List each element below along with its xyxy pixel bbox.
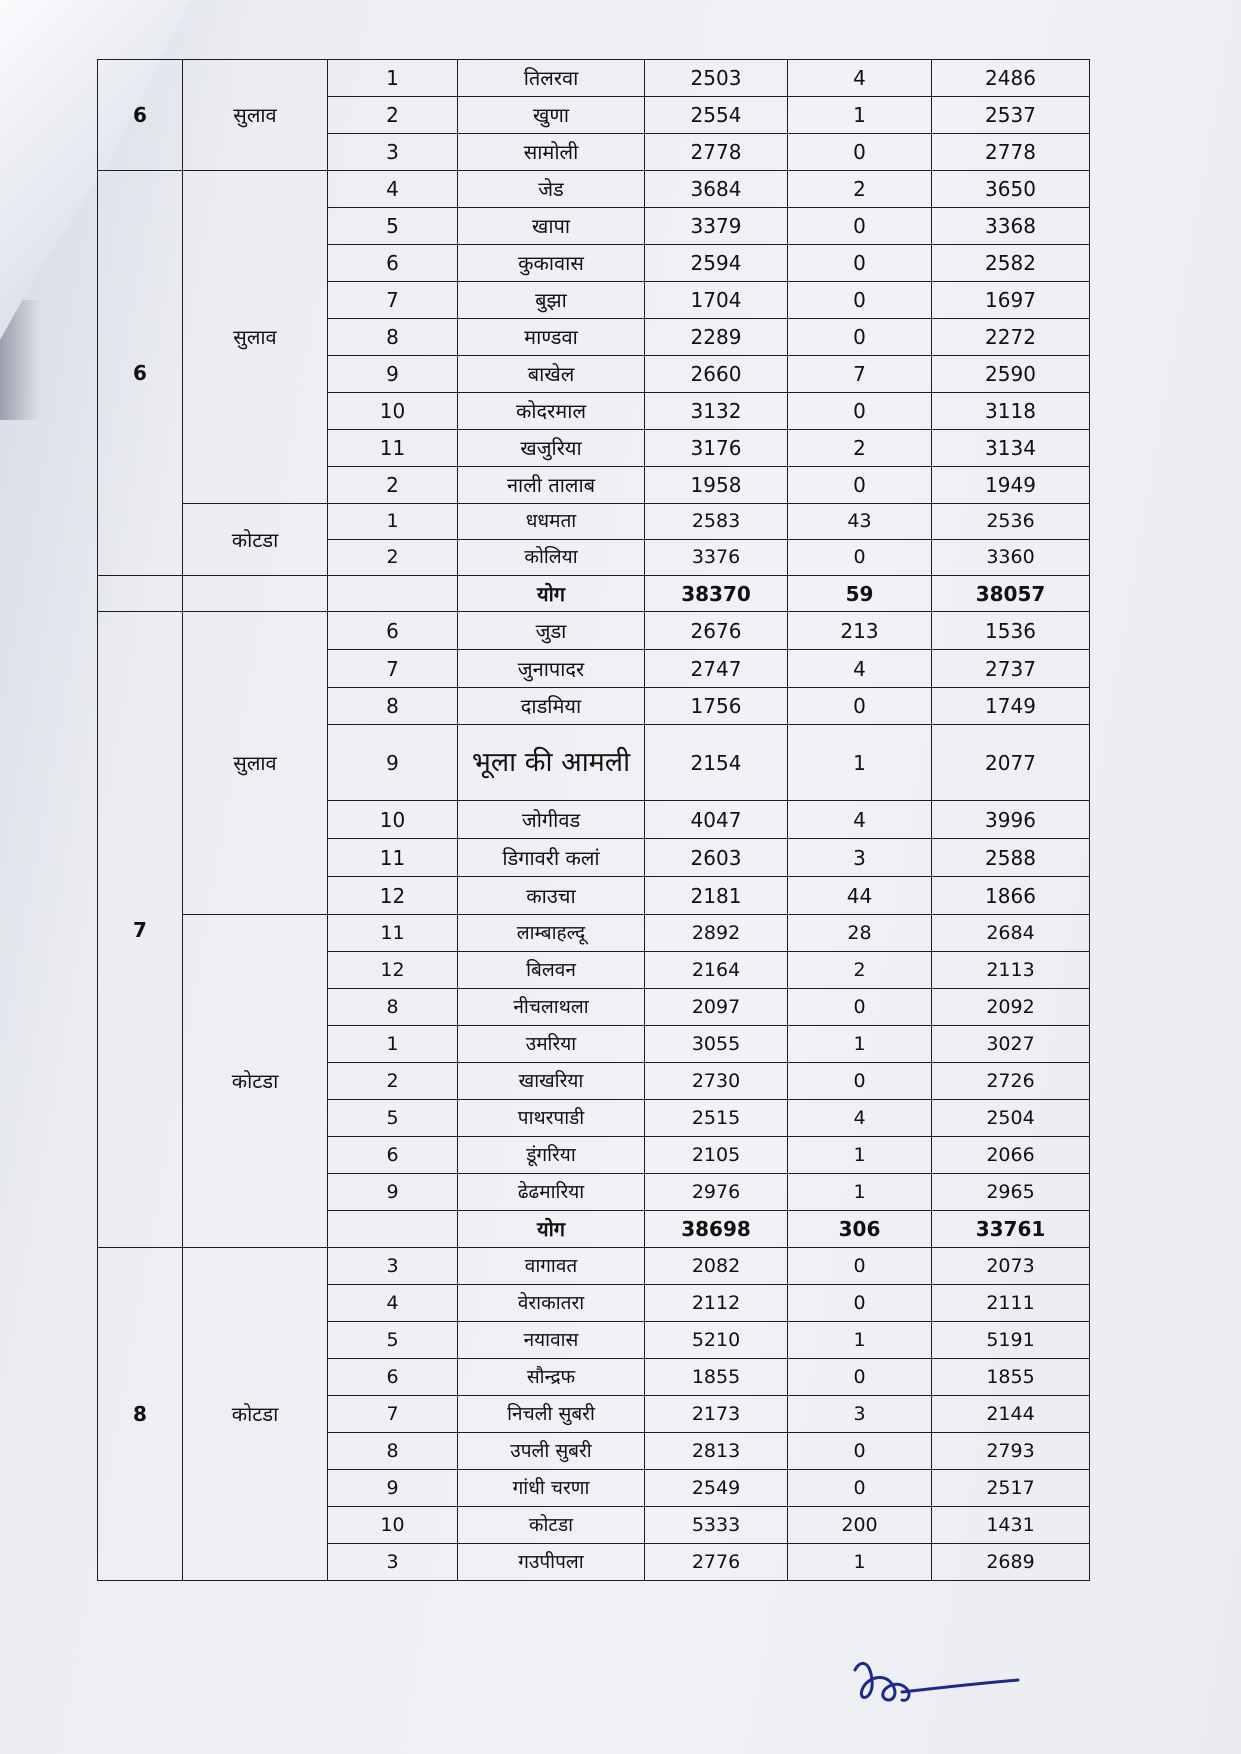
table-row [98, 612, 1090, 650]
balance-cell: 3118 [932, 393, 1090, 430]
signature-stroke [855, 1663, 1018, 1700]
balance-cell: 1697 [932, 282, 1090, 319]
total-cell: 2660 [645, 356, 788, 393]
count-cell: 0 [788, 1470, 932, 1507]
count-cell: 213 [788, 612, 932, 650]
count-cell: 0 [788, 540, 932, 576]
village-name-cell: वेराकातरा [458, 1285, 645, 1322]
block-name-cell: कोटडा [183, 1248, 328, 1581]
village-name-cell: ढेढमारिया [458, 1174, 645, 1211]
total-cell: 2813 [645, 1433, 788, 1470]
serial-number-cell: 11 [328, 430, 458, 467]
village-name-cell: उमरिया [458, 1026, 645, 1063]
count-cell: 0 [788, 319, 932, 356]
total-cell: 1756 [645, 688, 788, 725]
village-name-cell: जोगीवड [458, 801, 645, 839]
balance-cell: 2588 [932, 839, 1090, 877]
table-row [98, 171, 1090, 208]
village-name-cell: गउपीपला [458, 1544, 645, 1581]
total-cell: 2503 [645, 60, 788, 97]
block-name-cell: सुलाव [183, 171, 328, 504]
count-cell: 2 [788, 430, 932, 467]
balance-cell: 2504 [932, 1100, 1090, 1137]
total-cell: 2173 [645, 1396, 788, 1433]
serial-number-cell: 8 [328, 319, 458, 356]
balance-cell: 2144 [932, 1396, 1090, 1433]
balance-cell: 5191 [932, 1322, 1090, 1359]
serial-number-cell: 10 [328, 393, 458, 430]
balance-cell: 2272 [932, 319, 1090, 356]
balance-cell: 2536 [932, 504, 1090, 540]
total-cell: 2112 [645, 1285, 788, 1322]
total-count-cell: 306 [788, 1211, 932, 1248]
count-cell: 1 [788, 1026, 932, 1063]
total-balance-cell: 33761 [932, 1211, 1090, 1248]
total-sum-cell: 38698 [645, 1211, 788, 1248]
balance-cell: 1949 [932, 467, 1090, 504]
count-cell: 0 [788, 1248, 932, 1285]
total-cell: 2676 [645, 612, 788, 650]
empty-cell [183, 576, 328, 612]
balance-cell: 1749 [932, 688, 1090, 725]
village-name-cell: खापा [458, 208, 645, 245]
total-cell: 3055 [645, 1026, 788, 1063]
group-number-cell: 6 [98, 171, 183, 576]
count-cell: 4 [788, 801, 932, 839]
village-name-cell: भूला की आमली [458, 725, 645, 801]
count-cell: 43 [788, 504, 932, 540]
balance-cell: 2793 [932, 1433, 1090, 1470]
count-cell: 0 [788, 1285, 932, 1322]
total-cell: 2164 [645, 952, 788, 989]
total-cell: 4047 [645, 801, 788, 839]
count-cell: 200 [788, 1507, 932, 1544]
village-name-cell: उपली सुबरी [458, 1433, 645, 1470]
count-cell: 2 [788, 171, 932, 208]
total-cell: 2778 [645, 134, 788, 171]
balance-cell: 2517 [932, 1470, 1090, 1507]
village-name-cell: खजुरिया [458, 430, 645, 467]
total-cell: 2549 [645, 1470, 788, 1507]
balance-cell: 3368 [932, 208, 1090, 245]
count-cell: 2 [788, 952, 932, 989]
total-cell: 2515 [645, 1100, 788, 1137]
serial-number-cell: 5 [328, 208, 458, 245]
group-number-cell: 7 [98, 612, 183, 1248]
count-cell: 0 [788, 393, 932, 430]
village-data-table [97, 59, 1090, 1581]
serial-number-cell: 2 [328, 97, 458, 134]
village-name-cell: जुडा [458, 612, 645, 650]
serial-number-cell: 8 [328, 1433, 458, 1470]
total-cell: 2105 [645, 1137, 788, 1174]
total-cell: 2181 [645, 877, 788, 915]
serial-number-cell: 8 [328, 688, 458, 725]
total-label-cell: योग [458, 576, 645, 612]
serial-number-cell: 7 [328, 282, 458, 319]
count-cell: 1 [788, 97, 932, 134]
village-name-cell: सामोली [458, 134, 645, 171]
balance-cell: 1536 [932, 612, 1090, 650]
village-name-cell: लाम्बाहल्दू [458, 915, 645, 952]
balance-cell: 2726 [932, 1063, 1090, 1100]
balance-cell: 2737 [932, 650, 1090, 688]
serial-number-cell: 10 [328, 801, 458, 839]
balance-cell: 1431 [932, 1507, 1090, 1544]
serial-number-cell: 3 [328, 1248, 458, 1285]
serial-number-cell: 9 [328, 1174, 458, 1211]
total-cell: 2603 [645, 839, 788, 877]
village-name-cell: डूंगरिया [458, 1137, 645, 1174]
block-name-cell: सुलाव [183, 612, 328, 915]
balance-cell: 2073 [932, 1248, 1090, 1285]
total-cell: 3376 [645, 540, 788, 576]
village-name-cell: कुकावास [458, 245, 645, 282]
balance-cell: 3996 [932, 801, 1090, 839]
balance-cell: 2590 [932, 356, 1090, 393]
total-cell: 2730 [645, 1063, 788, 1100]
serial-number-cell: 3 [328, 1544, 458, 1581]
village-name-cell: नयावास [458, 1322, 645, 1359]
serial-number-cell: 4 [328, 1285, 458, 1322]
empty-cell [328, 1211, 458, 1248]
village-name-cell: बुझा [458, 282, 645, 319]
balance-cell: 2582 [932, 245, 1090, 282]
balance-cell: 2486 [932, 60, 1090, 97]
village-name-cell: बिलवन [458, 952, 645, 989]
balance-cell: 1855 [932, 1359, 1090, 1396]
total-cell: 5210 [645, 1322, 788, 1359]
balance-cell: 2778 [932, 134, 1090, 171]
total-count-cell: 59 [788, 576, 932, 612]
village-name-cell: गांधी चरणा [458, 1470, 645, 1507]
group-number-cell: 6 [98, 60, 183, 171]
serial-number-cell: 7 [328, 650, 458, 688]
total-cell: 2082 [645, 1248, 788, 1285]
village-name-cell: खुणा [458, 97, 645, 134]
total-cell: 1704 [645, 282, 788, 319]
village-name-cell: धधमता [458, 504, 645, 540]
serial-number-cell: 3 [328, 134, 458, 171]
balance-cell: 3360 [932, 540, 1090, 576]
count-cell: 0 [788, 134, 932, 171]
total-cell: 2097 [645, 989, 788, 1026]
serial-number-cell: 6 [328, 1137, 458, 1174]
table-row [98, 1248, 1090, 1285]
village-name-cell: निचली सुबरी [458, 1396, 645, 1433]
total-cell: 3379 [645, 208, 788, 245]
village-name-cell: दाडमिया [458, 688, 645, 725]
serial-number-cell: 1 [328, 60, 458, 97]
total-cell: 2892 [645, 915, 788, 952]
village-name-cell: खाखरिया [458, 1063, 645, 1100]
serial-number-cell: 11 [328, 839, 458, 877]
empty-cell [98, 576, 183, 612]
village-name-cell: नीचलाथला [458, 989, 645, 1026]
balance-cell: 3134 [932, 430, 1090, 467]
total-label-cell: योग [458, 1211, 645, 1248]
village-name-cell: नाली तालाब [458, 467, 645, 504]
count-cell: 4 [788, 1100, 932, 1137]
count-cell: 0 [788, 1433, 932, 1470]
balance-cell: 2965 [932, 1174, 1090, 1211]
village-name-cell: वागावत [458, 1248, 645, 1285]
serial-number-cell: 9 [328, 725, 458, 801]
serial-number-cell: 5 [328, 1100, 458, 1137]
block-name-cell: सुलाव [183, 60, 328, 171]
village-name-cell: डिगावरी कलां [458, 839, 645, 877]
serial-number-cell: 7 [328, 1396, 458, 1433]
serial-number-cell: 9 [328, 356, 458, 393]
serial-number-cell: 12 [328, 952, 458, 989]
serial-number-cell: 2 [328, 467, 458, 504]
village-name-cell: तिलरवा [458, 60, 645, 97]
balance-cell: 2684 [932, 915, 1090, 952]
count-cell: 0 [788, 467, 932, 504]
balance-cell: 2113 [932, 952, 1090, 989]
balance-cell: 3650 [932, 171, 1090, 208]
count-cell: 4 [788, 650, 932, 688]
serial-number-cell: 11 [328, 915, 458, 952]
count-cell: 44 [788, 877, 932, 915]
signature [850, 1650, 1020, 1720]
count-cell: 1 [788, 1544, 932, 1581]
village-name-cell: सौन्द्रफ [458, 1359, 645, 1396]
village-name-cell: पाथरपाडी [458, 1100, 645, 1137]
balance-cell: 1866 [932, 877, 1090, 915]
balance-cell: 2111 [932, 1285, 1090, 1322]
count-cell: 1 [788, 1322, 932, 1359]
count-cell: 0 [788, 989, 932, 1026]
village-name-cell: जेड [458, 171, 645, 208]
count-cell: 4 [788, 60, 932, 97]
total-balance-cell: 38057 [932, 576, 1090, 612]
total-cell: 5333 [645, 1507, 788, 1544]
village-name-cell: माण्डवा [458, 319, 645, 356]
serial-number-cell: 2 [328, 1063, 458, 1100]
serial-number-cell: 8 [328, 989, 458, 1026]
serial-number-cell: 6 [328, 612, 458, 650]
total-cell: 2554 [645, 97, 788, 134]
total-cell: 2583 [645, 504, 788, 540]
total-cell: 3176 [645, 430, 788, 467]
balance-cell: 3027 [932, 1026, 1090, 1063]
count-cell: 3 [788, 1396, 932, 1433]
serial-number-cell: 2 [328, 540, 458, 576]
group-number-cell: 8 [98, 1248, 183, 1581]
count-cell: 0 [788, 245, 932, 282]
table-row [98, 576, 1090, 612]
count-cell: 1 [788, 1174, 932, 1211]
count-cell: 0 [788, 1063, 932, 1100]
serial-number-cell: 1 [328, 1026, 458, 1063]
village-name-cell: जुनापादर [458, 650, 645, 688]
serial-number-cell: 9 [328, 1470, 458, 1507]
count-cell: 0 [788, 208, 932, 245]
total-cell: 2747 [645, 650, 788, 688]
total-cell: 2289 [645, 319, 788, 356]
serial-number-cell: 6 [328, 245, 458, 282]
total-sum-cell: 38370 [645, 576, 788, 612]
balance-cell: 2066 [932, 1137, 1090, 1174]
serial-number-cell: 1 [328, 504, 458, 540]
total-cell: 3132 [645, 393, 788, 430]
count-cell: 0 [788, 282, 932, 319]
empty-cell [328, 576, 458, 612]
village-name-cell: काउचा [458, 877, 645, 915]
village-name-cell: बाखेल [458, 356, 645, 393]
balance-cell: 2077 [932, 725, 1090, 801]
table-row [98, 915, 1090, 952]
serial-number-cell: 4 [328, 171, 458, 208]
table-row [98, 504, 1090, 540]
total-cell: 2976 [645, 1174, 788, 1211]
village-name-cell: कोदरमाल [458, 393, 645, 430]
total-cell: 2154 [645, 725, 788, 801]
total-cell: 2594 [645, 245, 788, 282]
balance-cell: 2092 [932, 989, 1090, 1026]
block-name-cell: कोटडा [183, 504, 328, 576]
total-cell: 2776 [645, 1544, 788, 1581]
block-name-cell: कोटडा [183, 915, 328, 1248]
serial-number-cell: 5 [328, 1322, 458, 1359]
count-cell: 0 [788, 1359, 932, 1396]
serial-number-cell: 12 [328, 877, 458, 915]
count-cell: 0 [788, 688, 932, 725]
count-cell: 7 [788, 356, 932, 393]
total-cell: 1958 [645, 467, 788, 504]
balance-cell: 2689 [932, 1544, 1090, 1581]
count-cell: 28 [788, 915, 932, 952]
village-name-cell: कोलिया [458, 540, 645, 576]
count-cell: 1 [788, 725, 932, 801]
balance-cell: 2537 [932, 97, 1090, 134]
table-row [98, 60, 1090, 97]
count-cell: 3 [788, 839, 932, 877]
total-cell: 3684 [645, 171, 788, 208]
serial-number-cell: 6 [328, 1359, 458, 1396]
count-cell: 1 [788, 1137, 932, 1174]
serial-number-cell: 10 [328, 1507, 458, 1544]
total-cell: 1855 [645, 1359, 788, 1396]
village-name-cell: कोटडा [458, 1507, 645, 1544]
